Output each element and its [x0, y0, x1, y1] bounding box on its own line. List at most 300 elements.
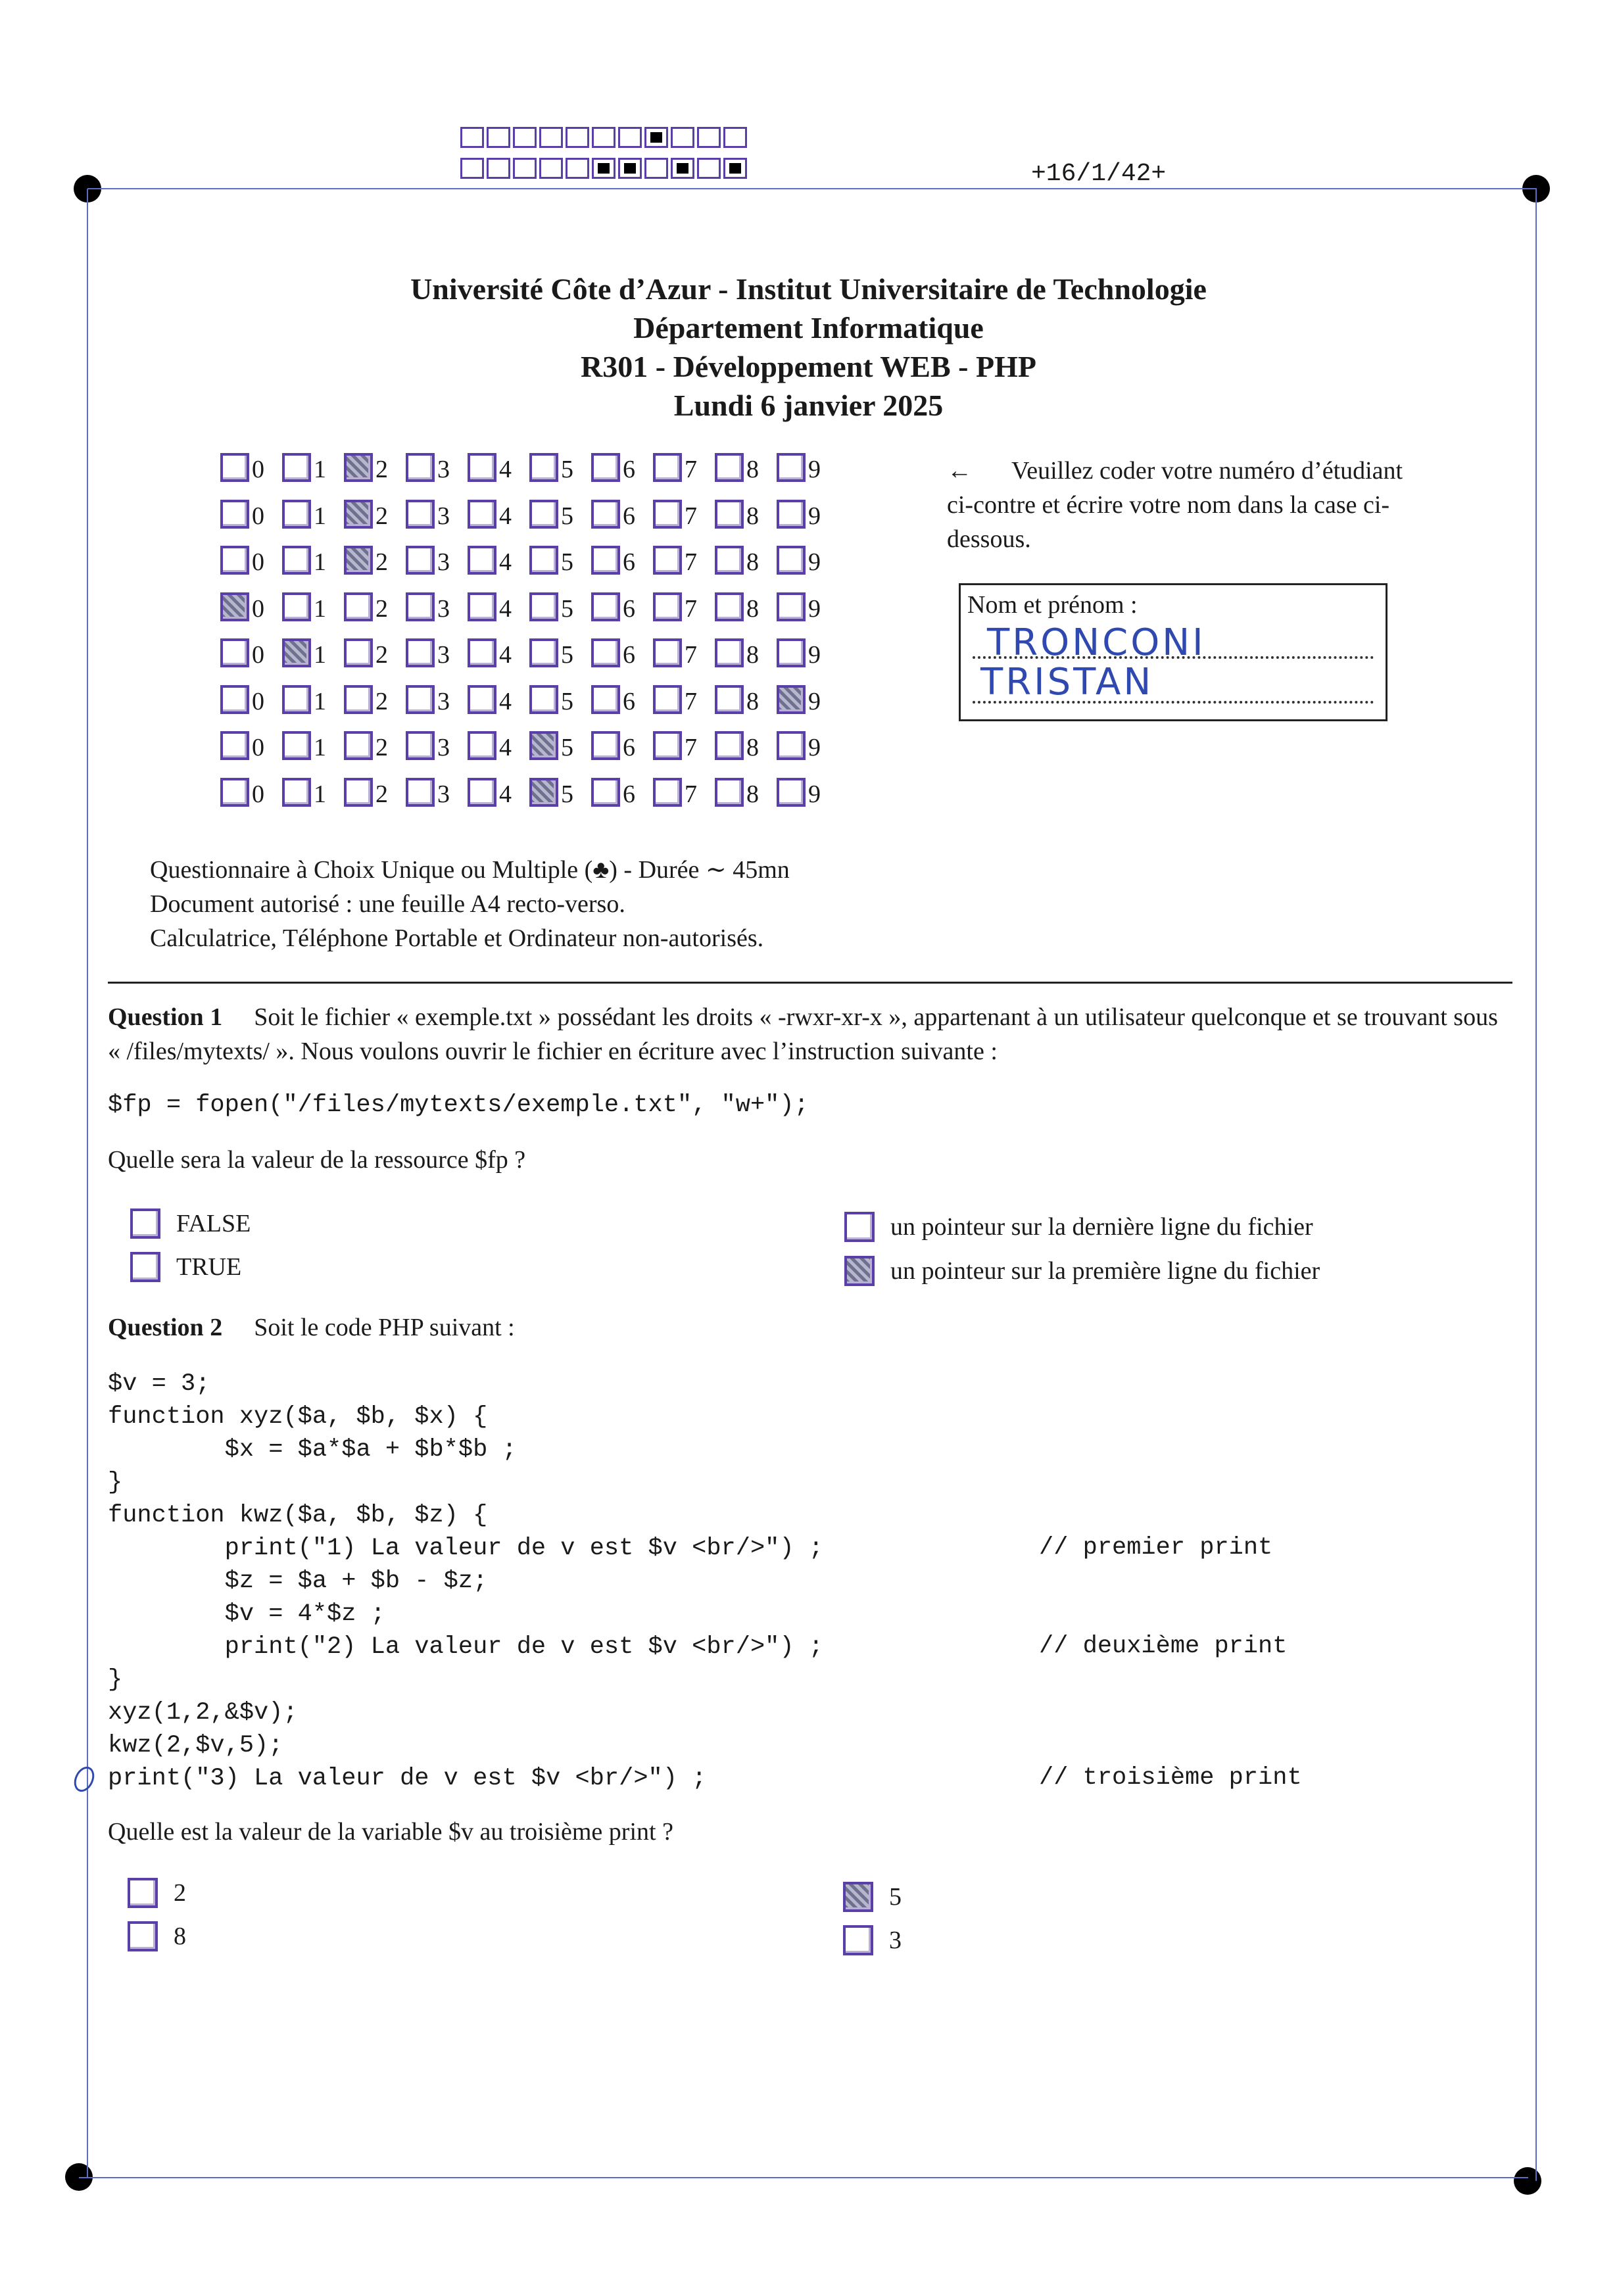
q1-answer-last-line-checkbox[interactable] — [844, 1212, 875, 1242]
digit-checkbox[interactable] — [591, 592, 620, 621]
q1-answer-true-checkbox[interactable] — [130, 1252, 160, 1282]
digit-option[interactable] — [282, 731, 344, 760]
digit-option[interactable] — [529, 638, 591, 667]
comment-third-print: // troisième print — [1039, 1764, 1302, 1792]
digit-checkbox[interactable] — [529, 500, 558, 529]
digit-checkbox[interactable] — [344, 638, 373, 667]
exam-info-devices: Calculatrice, Téléphone Portable et Ordinateur non-autorisés. — [150, 924, 764, 952]
digit-option[interactable] — [591, 546, 653, 575]
digit-checkbox[interactable] — [220, 685, 249, 714]
digit-label: 6 — [623, 687, 635, 715]
digit-option[interactable] — [529, 731, 591, 760]
digit-option[interactable] — [653, 638, 715, 667]
digit-label: 9 — [808, 502, 821, 530]
digit-option[interactable] — [282, 592, 344, 621]
digit-option[interactable] — [220, 453, 282, 482]
digit-label: 8 — [746, 502, 759, 530]
code-line: xyz(1,2,&$v); — [108, 1699, 298, 1727]
digit-option[interactable] — [715, 592, 777, 621]
handwritten-last-name: TRONCONI — [987, 621, 1206, 664]
digit-option[interactable] — [282, 546, 344, 575]
digit-checkbox[interactable] — [282, 778, 311, 807]
digit-checkbox[interactable] — [715, 685, 744, 714]
digit-option[interactable] — [777, 685, 838, 714]
digit-option[interactable] — [282, 500, 344, 529]
digit-option[interactable] — [653, 685, 715, 714]
code-line: print("1) La valeur de v est $v <br/>") ; — [108, 1535, 823, 1562]
digit-label: 3 — [437, 594, 450, 623]
digit-label: 0 — [252, 780, 264, 808]
digit-checkbox[interactable] — [220, 500, 249, 529]
digit-checkbox[interactable] — [344, 731, 373, 760]
digit-checkbox[interactable] — [777, 546, 806, 575]
digit-checkbox[interactable] — [344, 546, 373, 575]
digit-checkbox[interactable] — [282, 638, 311, 667]
digit-label: 4 — [499, 687, 512, 715]
digit-option[interactable] — [406, 685, 468, 714]
digit-option[interactable] — [529, 500, 591, 529]
digit-option[interactable] — [715, 638, 777, 667]
frame-top — [87, 188, 1537, 189]
frame-bottom — [79, 2177, 1528, 2178]
comment-second-print: // deuxième print — [1039, 1633, 1288, 1660]
digit-label: 9 — [808, 780, 821, 808]
digit-option[interactable] — [406, 500, 468, 529]
page-code-cell — [644, 127, 668, 148]
page-code-cell — [723, 127, 747, 148]
page-code-cell — [487, 158, 510, 179]
digit-label: 7 — [685, 502, 697, 530]
digit-label: 8 — [746, 734, 759, 761]
digit-label: 2 — [375, 734, 388, 761]
q1-answer-false-label: FALSE — [176, 1210, 251, 1237]
code-line: } — [108, 1666, 123, 1694]
digit-option[interactable] — [220, 638, 282, 667]
digit-label: 9 — [808, 548, 821, 576]
digit-option[interactable] — [344, 453, 406, 482]
digit-label: 5 — [561, 548, 573, 576]
student-number-row — [220, 496, 838, 529]
digit-label: 1 — [314, 734, 326, 761]
q1-answer-first-line-checkbox[interactable] — [844, 1256, 875, 1286]
digit-label: 4 — [499, 594, 512, 623]
digit-option[interactable] — [529, 778, 591, 807]
exam-info — [150, 853, 790, 955]
handwritten-first-name: TRISTAN — [980, 661, 1154, 704]
question-2-body: Soit le code PHP suivant : — [254, 1314, 515, 1341]
digit-checkbox[interactable] — [529, 592, 558, 621]
digit-option[interactable] — [282, 453, 344, 482]
digit-checkbox[interactable] — [653, 778, 682, 807]
digit-option[interactable] — [468, 592, 529, 621]
comment-first-print: // premier print — [1039, 1534, 1273, 1562]
digit-option[interactable] — [344, 592, 406, 621]
q1-answer-false-checkbox[interactable] — [130, 1208, 160, 1239]
question-2-text — [108, 1310, 1515, 1345]
digit-checkbox[interactable] — [220, 778, 249, 807]
digit-label: 6 — [623, 594, 635, 623]
question-1-body: Soit le fichier « exemple.txt » possédant les droits « -rwxr-xr-x », appartenant à un utilisateur quelconque et se trouvant sous « /files/mytexts/ ». Nous voulons ouvrir le fichier en écriture avec l’instruction suivante : — [108, 1003, 1498, 1065]
digit-option[interactable] — [591, 638, 653, 667]
question-1-prompt: Quelle sera la valeur de la ressource $fp ? — [108, 1146, 526, 1174]
digit-checkbox[interactable] — [220, 638, 249, 667]
digit-checkbox[interactable] — [406, 731, 435, 760]
digit-option[interactable] — [344, 500, 406, 529]
page-code-cell — [671, 158, 694, 179]
page-code: +16/1/42+ — [1031, 160, 1167, 188]
digit-option[interactable] — [406, 778, 468, 807]
digit-label: 4 — [499, 641, 512, 669]
digit-option[interactable] — [468, 453, 529, 482]
digit-option[interactable] — [715, 731, 777, 760]
digit-checkbox[interactable] — [653, 731, 682, 760]
question-2-prompt: Quelle est la valeur de la variable $v au troisième print ? — [108, 1818, 673, 1846]
page-code-cell — [539, 127, 563, 148]
digit-label: 3 — [437, 687, 450, 715]
instructions-text: Veuillez coder votre numéro d’étudiant ci-contre et écrire votre nom dans la case ci-dessous. — [947, 457, 1403, 553]
digit-label: 1 — [314, 502, 326, 530]
digit-label: 1 — [314, 594, 326, 623]
digit-checkbox[interactable] — [715, 778, 744, 807]
digit-checkbox[interactable] — [406, 546, 435, 575]
digit-label: 0 — [252, 548, 264, 576]
student-number-instructions — [947, 454, 1407, 556]
digit-option[interactable] — [406, 638, 468, 667]
digit-checkbox[interactable] — [715, 453, 744, 482]
q2-answer-5-label: 5 — [889, 1883, 902, 1911]
digit-checkbox[interactable] — [344, 778, 373, 807]
digit-option[interactable] — [406, 731, 468, 760]
question-1-code: $fp = fopen("/files/mytexts/exemple.txt", "w+"); — [108, 1091, 809, 1119]
digit-label: 4 — [499, 734, 512, 761]
student-number-row — [220, 774, 838, 807]
digit-option[interactable] — [715, 453, 777, 482]
digit-option[interactable] — [591, 685, 653, 714]
digit-checkbox[interactable] — [591, 685, 620, 714]
digit-label: 0 — [252, 687, 264, 715]
digit-option[interactable] — [777, 731, 838, 760]
digit-label: 4 — [499, 502, 512, 530]
digit-checkbox[interactable] — [777, 592, 806, 621]
digit-option[interactable] — [777, 778, 838, 807]
digit-checkbox[interactable] — [282, 546, 311, 575]
digit-option[interactable] — [653, 546, 715, 575]
digit-checkbox[interactable] — [777, 778, 806, 807]
digit-checkbox[interactable] — [282, 685, 311, 714]
digit-label: 0 — [252, 456, 264, 483]
exam-info-documents: Document autorisé : une feuille A4 recto-verso. — [150, 890, 625, 918]
digit-checkbox[interactable] — [529, 731, 558, 760]
digit-label: 3 — [437, 641, 450, 669]
digit-checkbox[interactable] — [282, 592, 311, 621]
digit-label: 0 — [252, 734, 264, 761]
digit-option[interactable] — [653, 592, 715, 621]
digit-checkbox[interactable] — [220, 592, 249, 621]
digit-option[interactable] — [468, 500, 529, 529]
q1-answer-true-label: TRUE — [176, 1253, 242, 1281]
digit-label: 6 — [623, 548, 635, 576]
digit-label: 5 — [561, 456, 573, 483]
digit-checkbox[interactable] — [406, 453, 435, 482]
student-number-row — [220, 449, 838, 482]
digit-option[interactable] — [715, 546, 777, 575]
digit-label: 8 — [746, 456, 759, 483]
digit-label: 6 — [623, 502, 635, 530]
digit-checkbox[interactable] — [344, 453, 373, 482]
frame-left — [87, 189, 88, 2177]
digit-checkbox[interactable] — [777, 453, 806, 482]
code-line: kwz(2,$v,5); — [108, 1732, 283, 1759]
digit-option[interactable] — [344, 638, 406, 667]
page-code-cell — [592, 127, 615, 148]
digit-label: 6 — [623, 641, 635, 669]
digit-checkbox[interactable] — [715, 638, 744, 667]
digit-checkbox[interactable] — [468, 685, 496, 714]
digit-label: 1 — [314, 456, 326, 483]
digit-label: 7 — [685, 780, 697, 808]
digit-option[interactable] — [282, 638, 344, 667]
digit-label: 9 — [808, 594, 821, 623]
registration-mark-bottom-right — [1514, 2167, 1541, 2195]
digit-option[interactable] — [220, 731, 282, 760]
digit-option[interactable] — [220, 778, 282, 807]
digit-checkbox[interactable] — [220, 546, 249, 575]
q2-answer-3-checkbox[interactable] — [843, 1925, 873, 1955]
digit-checkbox[interactable] — [653, 592, 682, 621]
digit-label: 7 — [685, 687, 697, 715]
digit-option[interactable] — [715, 500, 777, 529]
digit-label: 1 — [314, 687, 326, 715]
digit-option[interactable] — [591, 453, 653, 482]
q2-answer-5-checkbox[interactable] — [843, 1882, 873, 1912]
digit-option[interactable] — [529, 453, 591, 482]
digit-checkbox[interactable] — [591, 778, 620, 807]
digit-label: 5 — [561, 502, 573, 530]
digit-checkbox[interactable] — [653, 685, 682, 714]
digit-option[interactable] — [406, 592, 468, 621]
digit-checkbox[interactable] — [715, 731, 744, 760]
code-line: print("3) La valeur de v est $v <br/>") ; — [108, 1765, 707, 1792]
header-department: Département Informatique — [633, 311, 984, 345]
digit-option[interactable] — [653, 453, 715, 482]
digit-label: 5 — [561, 594, 573, 623]
digit-option[interactable] — [591, 778, 653, 807]
digit-label: 3 — [437, 502, 450, 530]
q2-answer-8-checkbox[interactable] — [128, 1921, 158, 1951]
digit-label: 0 — [252, 594, 264, 623]
digit-option[interactable] — [777, 638, 838, 667]
digit-checkbox[interactable] — [591, 546, 620, 575]
digit-label: 2 — [375, 548, 388, 576]
digit-option[interactable] — [591, 731, 653, 760]
digit-checkbox[interactable] — [406, 500, 435, 529]
digit-checkbox[interactable] — [591, 500, 620, 529]
section-divider — [108, 982, 1512, 984]
digit-option[interactable] — [653, 731, 715, 760]
digit-checkbox[interactable] — [468, 731, 496, 760]
digit-checkbox[interactable] — [777, 638, 806, 667]
digit-option[interactable] — [344, 731, 406, 760]
digit-option[interactable] — [529, 546, 591, 575]
code-line: $v = 3; — [108, 1370, 210, 1398]
question-1-label: Question 1 — [108, 1003, 223, 1031]
digit-option[interactable] — [715, 778, 777, 807]
arrow-left-icon: ← — [947, 457, 972, 485]
code-line: function xyz($a, $b, $x) { — [108, 1403, 488, 1431]
digit-label: 5 — [561, 687, 573, 715]
digit-checkbox[interactable] — [282, 731, 311, 760]
question-2-label: Question 2 — [108, 1314, 223, 1341]
digit-label: 2 — [375, 594, 388, 623]
header-date: Lundi 6 janvier 2025 — [673, 389, 944, 422]
digit-checkbox[interactable] — [344, 592, 373, 621]
digit-checkbox[interactable] — [344, 500, 373, 529]
digit-option[interactable] — [282, 685, 344, 714]
digit-checkbox[interactable] — [591, 638, 620, 667]
digit-checkbox[interactable] — [282, 453, 311, 482]
digit-checkbox[interactable] — [468, 500, 496, 529]
digit-label: 8 — [746, 594, 759, 623]
digit-label: 1 — [314, 641, 326, 669]
code-line: function kwz($a, $b, $z) { — [108, 1502, 488, 1529]
digit-label: 7 — [685, 641, 697, 669]
digit-option[interactable] — [220, 685, 282, 714]
digit-checkbox[interactable] — [529, 546, 558, 575]
q2-answer-2-checkbox[interactable] — [128, 1878, 158, 1908]
digit-option[interactable] — [777, 592, 838, 621]
page-code-cell — [697, 158, 721, 179]
digit-checkbox[interactable] — [220, 453, 249, 482]
digit-option[interactable] — [468, 638, 529, 667]
digit-checkbox[interactable] — [529, 453, 558, 482]
page-code-cell — [723, 158, 747, 179]
digit-checkbox[interactable] — [406, 638, 435, 667]
digit-checkbox[interactable] — [777, 685, 806, 714]
digit-label: 5 — [561, 734, 573, 761]
digit-checkbox[interactable] — [529, 778, 558, 807]
digit-label: 7 — [685, 548, 697, 576]
digit-label: 0 — [252, 641, 264, 669]
digit-checkbox[interactable] — [529, 638, 558, 667]
digit-checkbox[interactable] — [468, 546, 496, 575]
digit-option[interactable] — [344, 546, 406, 575]
digit-label: 9 — [808, 734, 821, 761]
student-number-row — [220, 634, 838, 667]
digit-option[interactable] — [591, 500, 653, 529]
margin-pen-mark — [70, 1763, 98, 1795]
digit-label: 9 — [808, 687, 821, 715]
digit-label: 8 — [746, 548, 759, 576]
digit-option[interactable] — [529, 685, 591, 714]
digit-checkbox[interactable] — [591, 731, 620, 760]
digit-option[interactable] — [344, 685, 406, 714]
digit-checkbox[interactable] — [468, 592, 496, 621]
page-code-cell — [618, 127, 642, 148]
digit-checkbox[interactable] — [653, 546, 682, 575]
digit-option[interactable] — [406, 453, 468, 482]
digit-checkbox[interactable] — [591, 453, 620, 482]
student-number-row — [220, 681, 838, 714]
digit-option[interactable] — [220, 500, 282, 529]
digit-option[interactable] — [468, 685, 529, 714]
page-code-cell — [618, 158, 642, 179]
code-line: print("2) La valeur de v est $v <br/>") ; — [108, 1633, 823, 1661]
digit-label: 6 — [623, 734, 635, 761]
digit-checkbox[interactable] — [529, 685, 558, 714]
digit-checkbox[interactable] — [777, 500, 806, 529]
page-code-boxes-row-2 — [460, 158, 750, 179]
digit-option[interactable] — [777, 546, 838, 575]
digit-checkbox[interactable] — [406, 778, 435, 807]
digit-option[interactable] — [653, 500, 715, 529]
digit-label: 7 — [685, 734, 697, 761]
digit-label: 1 — [314, 780, 326, 808]
digit-option[interactable] — [777, 500, 838, 529]
q2-answer-3-label: 3 — [889, 1926, 902, 1954]
digit-option[interactable] — [468, 778, 529, 807]
digit-label: 5 — [561, 780, 573, 808]
digit-label: 4 — [499, 780, 512, 808]
digit-option[interactable] — [220, 592, 282, 621]
page-code-cell — [513, 127, 537, 148]
digit-checkbox[interactable] — [468, 638, 496, 667]
digit-label: 3 — [437, 734, 450, 761]
digit-option[interactable] — [777, 453, 838, 482]
q1-answer-last-line-label: un pointeur sur la dernière ligne du fichier — [890, 1213, 1313, 1241]
digit-option[interactable] — [653, 778, 715, 807]
digit-option[interactable] — [282, 778, 344, 807]
digit-option[interactable] — [406, 546, 468, 575]
digit-checkbox[interactable] — [468, 453, 496, 482]
digit-option[interactable] — [715, 685, 777, 714]
digit-option[interactable] — [468, 546, 529, 575]
page-code-cell — [513, 158, 537, 179]
digit-label: 4 — [499, 456, 512, 483]
digit-checkbox[interactable] — [406, 592, 435, 621]
digit-option[interactable] — [591, 592, 653, 621]
digit-label: 2 — [375, 780, 388, 808]
digit-checkbox[interactable] — [282, 500, 311, 529]
page-code-cell — [592, 158, 615, 179]
q1-answer-first-line-label: un pointeur sur la première ligne du fichier — [890, 1257, 1320, 1285]
page-code-boxes-row-1 — [460, 127, 750, 148]
digit-checkbox[interactable] — [715, 546, 744, 575]
header-university: Université Côte d’Azur - Institut Universitaire de Technologie — [410, 272, 1207, 306]
digit-checkbox[interactable] — [653, 453, 682, 482]
digit-checkbox[interactable] — [344, 685, 373, 714]
digit-label: 6 — [623, 456, 635, 483]
digit-checkbox[interactable] — [653, 500, 682, 529]
page-code-cell — [539, 158, 563, 179]
name-box[interactable] — [959, 583, 1388, 721]
digit-checkbox[interactable] — [468, 778, 496, 807]
name-box-label: Nom et prénom : — [967, 591, 1138, 619]
digit-checkbox[interactable] — [406, 685, 435, 714]
digit-label: 2 — [375, 502, 388, 530]
digit-option[interactable] — [220, 546, 282, 575]
digit-checkbox[interactable] — [777, 731, 806, 760]
digit-option[interactable] — [468, 731, 529, 760]
digit-option[interactable] — [529, 592, 591, 621]
digit-checkbox[interactable] — [715, 500, 744, 529]
digit-checkbox[interactable] — [653, 638, 682, 667]
digit-label: 9 — [808, 641, 821, 669]
digit-label: 9 — [808, 456, 821, 483]
digit-label: 8 — [746, 641, 759, 669]
digit-option[interactable] — [344, 778, 406, 807]
digit-checkbox[interactable] — [220, 731, 249, 760]
digit-checkbox[interactable] — [715, 592, 744, 621]
